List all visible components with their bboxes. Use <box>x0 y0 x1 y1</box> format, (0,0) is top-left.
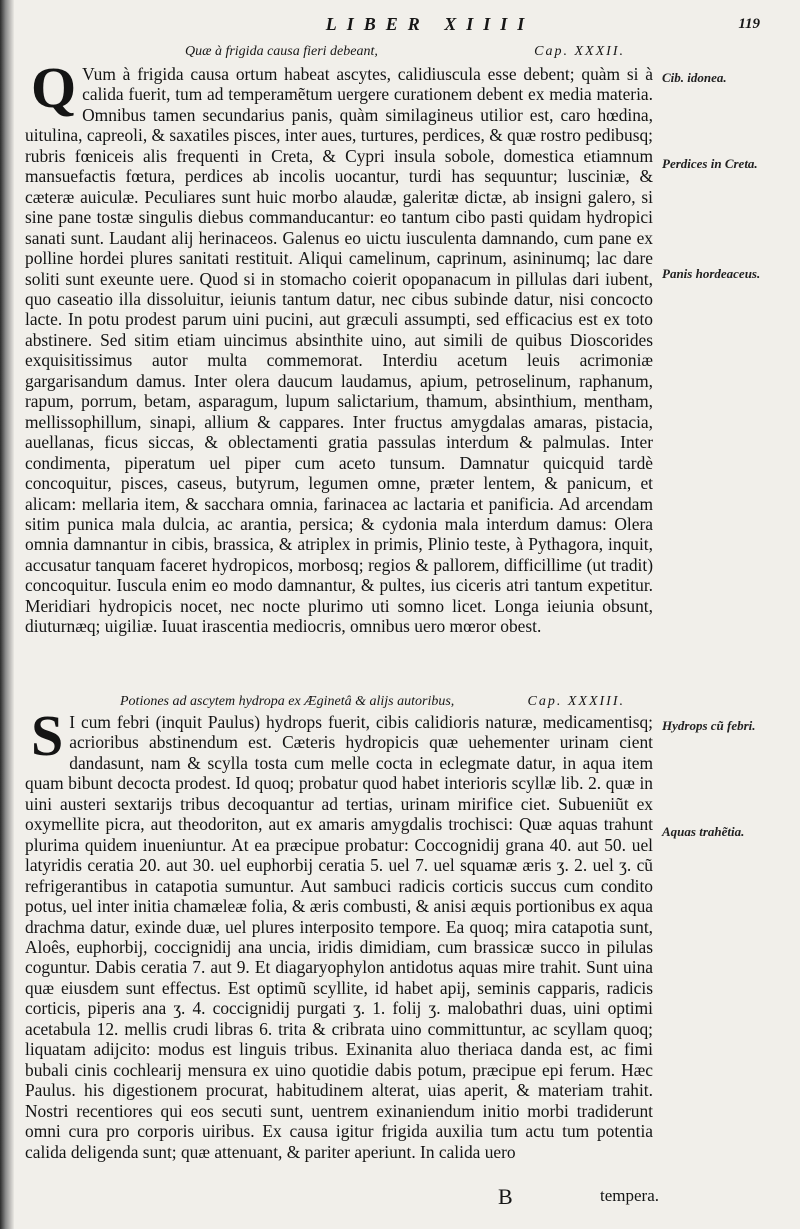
section-text-2: I cum febri (inquit Paulus) hydrops fuerit, cibis calidioris naturæ, medicamentisq; acrioribus abstinendum est. Cæteris hydropicis quæ uehementer urinam cient dandasunt, nam & scylla tosta cum melle cocta in eclegmate datur, in aqua item quam bibunt decocta prodest. Id quoq; probatur quod habet interioris scyllæ lib. 2. quæ in uini austeri sextarijs tribus decoquantur ad tertias, urinam mirifice ciet. Subueniũt ex oxymellite picra, aut theodoriton, aut ex amaris amygdalis trochisci: Quæ aquas trahunt plurima quidem inueniuntur. At ea præcipue probatur: Coccognidij grana 40. aut 50. uel latyridis ceratia 20. aut 30. uel euphorbij ceratia 5. uel 7. uel squamæ æris ʒ. 2. uel ʒ. cũ refrigerantibus in catapotia sumuntur. Aut sambuci radicis corticis succus cum condito potus, uel inter initia chamæleæ folia, & æris combusti, & anisi æquis portionibus ex aqua drachma datur, exinde duæ, uel plures interposito tempore. Ea quoq; mira catapotia sunt, Aloês, euphorbij, coccignidij ana uncia, iridis dimidiam, cum brassicæ succo in pilulas coguntur. Dabis ceratia 7. aut 9. Et diagaryophylon antidotus aquas mire trahit. Sunt uina quæ eiusdem sunt effectus. Est optimũ scyllite, id habet apij, seminis capparis, radicis corticis, piperis ana ʒ. 4. coccignidij purgati ʒ. 1. folij ʒ. malobathri duas, uini optimi acetabula 12. mellis crudi libras 6. trita & cribrata uino committuntur, ac scyllam quoq; liquatam adijcito: modus est linguis tribus. Exinanita aluo theriaca danda est, ac fimi bubali cinis cochlearij mensura ex uino quotidie dabis potum, præcipue epi ferum. Hæc Paulus. his digestionem procurat, habitudinem alterat, uias aperit, & materiam trahit. Nostri recentiores qui eos secuti sunt, uentrem exinaniendum initio morbi tradiderunt omni cura pro corporis uiribus. Ex causa igitur frigida auxilia tum actu tum potentia calida deligenda sunt; quæ attenuant, & pariter aperiunt. In calida uero <box>25 712 653 1162</box>
section-title-2: Potiones ad ascytem hydropa ex Æginetâ & alijs autoribus, <box>120 694 455 709</box>
margin-note-hydrops: Hydrops cũ febri. <box>662 718 756 733</box>
section-title-1: Quæ à frigida causa fieri debeant, <box>185 44 378 59</box>
drop-cap-1: Q <box>31 55 77 120</box>
section-body-1 <box>25 55 653 637</box>
signature-mark: B <box>498 1184 513 1209</box>
running-title: LIBER XIIII <box>325 14 535 34</box>
catchword: tempera. <box>600 1186 659 1205</box>
section-body-2 <box>25 703 653 1162</box>
folio-number: 119 <box>738 16 760 32</box>
margin-note-perdices: Perdices in Creta. <box>662 156 758 171</box>
drop-cap-2: S <box>31 703 64 768</box>
margin-note-cibi: Cib. idonea. <box>662 70 727 85</box>
margin-note-aquas: Aquas trahẽtia. <box>662 824 745 839</box>
chapter-number-1: Cap. XXXII. <box>534 44 625 59</box>
margin-note-panis: Panis hordeaceus. <box>662 266 761 281</box>
chapter-number-2: Cap. XXXIII. <box>527 694 625 709</box>
section-text-1: Vum à frigida causa ortum habeat ascytes, calidiuscula esse debent; quàm si à calida fuerit, tum ad temperamẽtum uergere curationem debent ex media materia. Omnibus tamen secundarius panis, quàm similagineus utilior est, caro hœdina, uitulina, capreoli, & saxatiles pisces, inter aues, turtures, perdices, & quæ rostro pedibusq; rubris fœniceis alis frequenti in Creta, & Cypri insula sobole, domestica etiamnum mansuefactis fœtura, perdices ab incolis uocantur, turdi has sequuntur; lusciniæ, & cæteræ auiculæ. Peculiares sunt huic morbo alaudæ, galeritæ dictæ, ab insigni galero, si sine pane tostæ singulis diebus commanducantur: eo tantum cibo pasti quidam hydropici sanati sunt. Laudant alij herinaceos. Galenus eo uictu iusculenta damnando, cum pane ex polline hordei plures sanitati restituit. Aliqui camelinum, caprinum, asininumq; lac dare soliti sunt exeunte uere. Quod si in stomacho coierit opopanacum in pillulas dari iubent, quo caseatio illa dissoluitur, ieiunis tantum datur, nec cibus subinde datur, nisi concocto lacte. In potu prodest parum uini pucini, aut græculi assumpti, sed efficacius est ex toto abstinere. Sed sitim etiam uincimus absinthite uino, aut simili de quibus Dioscorides exquisitissimus autor multa commemorat. Interdiu acetum leuis acrimoniæ gargarisandum damus. Inter olera daucum laudamus, apium, petroselinum, raphanum, rapum, porrum, betam, asparagum, lupum salictarium, thamum, absinthium, mentham, mellissophillum, sinapi, allium & cappares. Inter fructus amygdalas amaras, pistacia, auellanas, ficus siccas, & oblectamenti gratia passulas interdum & palmulas. Inter condimenta, piperatum uel piper cum aceto tunsum. Damnatur quicquid tardè concoquitur, pisces, caseus, butyrum, legumen omne, præter lentem, & panicum, et alicam: mellaria item, & sacchara omnia, farinacea ac lactaria et panificia. Ad arcendam sitim punica mala dulcia, ac arantia, persica; & cydonia mala interdum damus: Olera omnia damnantur in cibis, brassica, & atriplex in primis, Plinio teste, à Pythagora, inquit, accusatur tanquam faceret hydropicos, morbosq; regios & pallorem, difficillime (ut tradit) concoquitur. Iuscula enim eo modo damnantur, & pultes, ius ciceris atri tantum expetitur. Meridiari hydropicis nocet, nec nocte plurimo uti somno licet. Longa ieiunia obsunt, diuturnæq; uigiliæ. Iuuat irascentia mediocris, omnibus uero mœror obest. <box>25 64 653 637</box>
section-heading-2 <box>120 694 625 710</box>
section-heading-1 <box>185 44 625 60</box>
